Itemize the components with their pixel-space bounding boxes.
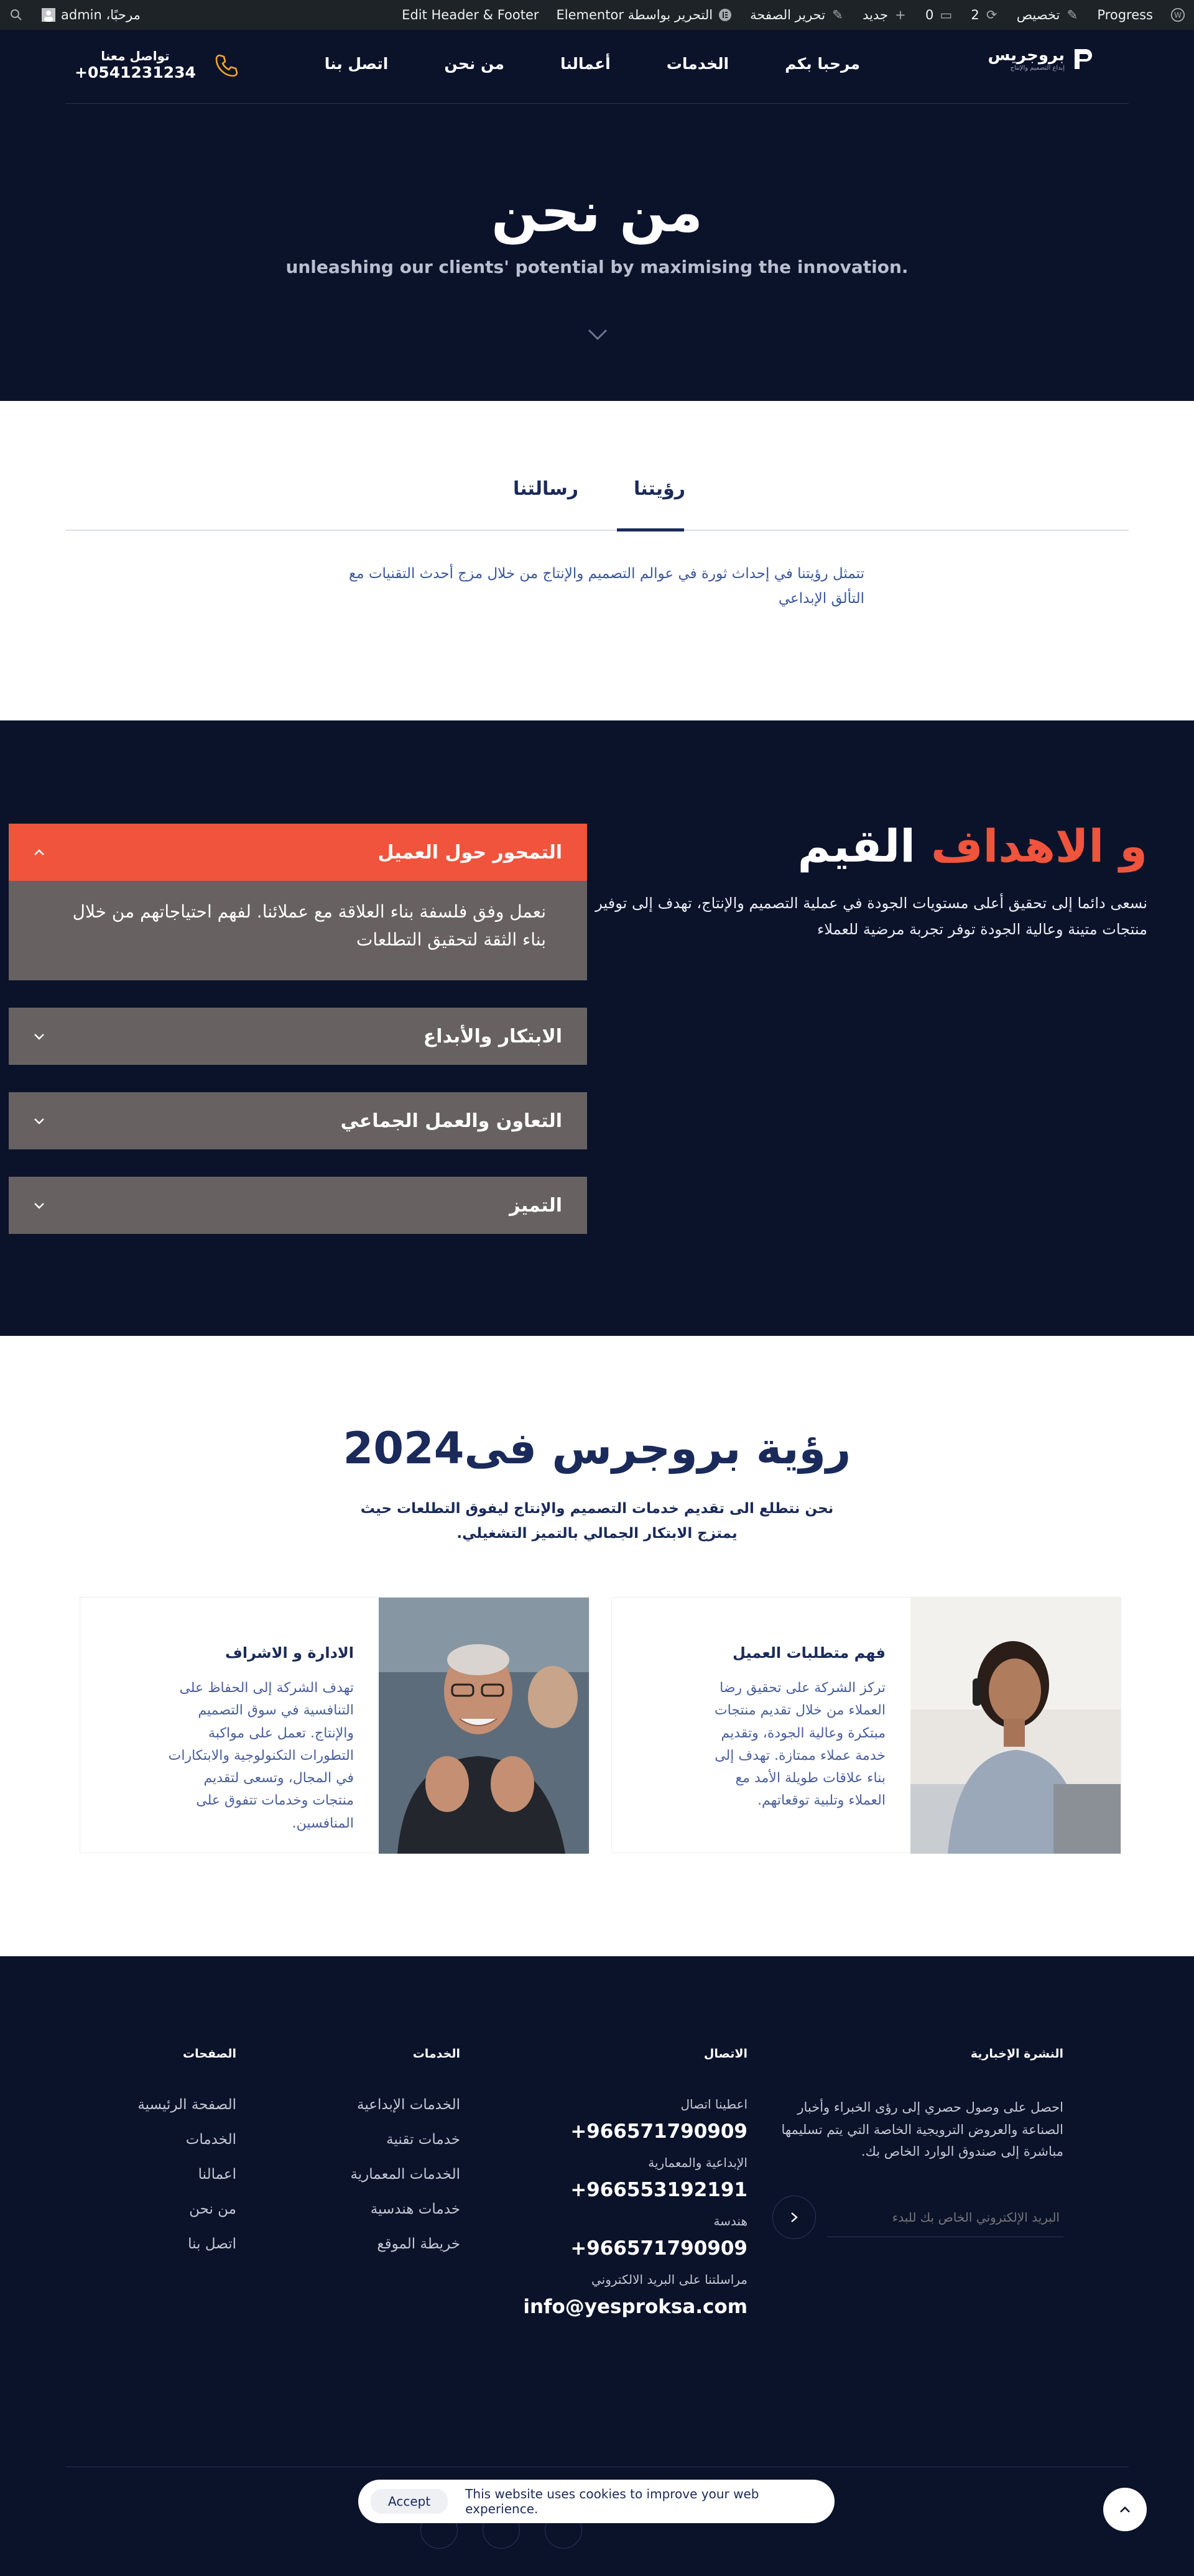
wordpress-icon [1170,7,1185,22]
adminbar-new[interactable] [854,0,917,30]
contact-email[interactable]: info@yesproksa.com [523,2296,747,2318]
adminbar-site[interactable] [1088,0,1162,30]
cookie-banner [358,2480,835,2523]
site-header [0,30,1194,104]
nav-item-contact[interactable]: اتصل بنا [324,55,389,73]
wp-admin-bar [0,0,1194,30]
adminbar-header-footer[interactable] [393,0,547,30]
plus-icon: + [895,7,906,22]
tabs-divider [65,530,1129,531]
call-number: +0541231234 [75,63,196,81]
accordion-item-teamwork[interactable] [9,1092,587,1149]
page-title: من نحن [491,180,703,244]
values-description: نسعى دائما إلى تحقيق أعلى مستويات الجودة في عملية التصميم والإنتاج، تهدف إلى توفير منتجات متينة وعالية الجودة توفر تجربة مرضية للعملاء [595,895,1147,938]
contact-phone[interactable]: +966571790909 [570,2120,747,2143]
tab-active-indicator [617,528,684,531]
contact-label: اعطينا اتصال [680,2097,747,2112]
accordion-label: التمحور حول العميل [377,841,562,863]
nav-item-about[interactable]: من نحن [444,55,504,73]
logo-tagline: إبداع التصميم والإنتاج [1010,65,1065,71]
values-title [798,820,1147,872]
footer-link[interactable]: من نحن [189,2201,236,2217]
man-applauding-photo [379,1598,589,1854]
footer-heading: الخدمات [412,2047,460,2061]
logo-name: بروجريس [988,46,1065,65]
newsletter-submit-button[interactable] [772,2196,816,2239]
newsletter-text: احصل على وصول حصري إلى رؤى الخبراء وأخبار الصناعة والعروض الترويجية الخاصة التي يتم تسليمها مباشرة إلى صندوق الوارد الخاص بك. [781,2100,1063,2160]
tab-mission[interactable]: رسالتنا [512,478,578,500]
nav-item-services[interactable]: الخدمات [666,55,729,73]
contact-label: مراسلتنا على البريد الالكتروني [591,2272,747,2287]
adminbar-edit-page[interactable] [741,0,854,30]
chevron-down-icon[interactable] [587,328,608,341]
footer-link[interactable]: اتصل بنا [188,2236,236,2252]
adminbar-new-label: جديد [863,7,888,22]
footer-link[interactable]: الصفحة الرئيسية [137,2097,236,2113]
tab-vision[interactable]: رؤيتنا [634,478,685,500]
adminbar-updates-count: 2 [971,7,979,22]
nav-item-welcome[interactable]: مرحبا بكم [785,55,860,73]
adminbar-customize-label: تخصيص [1016,7,1060,22]
footer-link[interactable]: الخدمات [185,2132,236,2148]
footer-link[interactable]: خريطة الموقع [377,2236,460,2252]
chevron-up-icon [34,849,45,856]
site-logo[interactable] [988,46,1094,71]
accordion-label: الابتكار والأبداع [423,1025,562,1047]
adminbar-account[interactable] [32,0,149,30]
vision-2024-title: رؤية بروجرس فى2024 [343,1423,851,1474]
footer-link[interactable]: خدمات تقنية [386,2132,460,2148]
adminbar-hf-label: Edit Header & Footer [402,7,539,22]
contact-label: هندسة [713,2214,747,2229]
footer-services [350,2047,460,2271]
chevron-down-icon [34,1202,45,1209]
values-section [0,720,1194,1336]
footer-link[interactable]: الخدمات المعمارية [350,2166,460,2183]
adminbar-elementor[interactable] [548,0,742,30]
footer-pages [137,2047,236,2271]
accordion-item-excellence[interactable] [9,1177,587,1234]
card-title: الادارة و الاشراف [225,1644,354,1662]
card-customer-needs [611,1597,1121,1853]
card-text: تركز الشركة على تحقيق رضا العملاء من خلال تقديم منتجات مبتكرة وعالية الجودة، وتقديم خدمة عملاء ممتازة. تهدف إلى بناء علاقات طويلة الأمد مع العملاء وتلبية توقعاتهم. [714,1680,886,1809]
contact-phone[interactable]: +966553192191 [570,2179,747,2201]
logo-mark-icon [1072,47,1094,71]
footer-link[interactable]: الخدمات الإبداعية [357,2097,460,2113]
card-title: فهم متطلبات العميل [733,1644,886,1662]
elementor-icon [718,7,733,22]
values-title-main: القيم [797,820,915,872]
header-call[interactable] [75,48,239,81]
contact-phone[interactable]: +966571790909 [570,2237,747,2260]
adminbar-elementor-label: التحرير بواسطة Elementor [556,7,713,22]
adminbar-comments[interactable] [917,0,962,30]
refresh-icon: ⟳ [986,7,997,22]
adminbar-customize[interactable] [1008,0,1089,30]
values-title-accent: و الاهداف [931,820,1147,872]
accordion-body: نعمل وفق فلسفة بناء العلاقة مع عملائنا. لفهم احتياجاتهم من خلال بناء الثقة لتحقيق التطلعات [9,881,587,980]
contact-label: الإبداعية والمعمارية [648,2155,747,2170]
nav-item-works[interactable]: أعمالنا [560,55,611,73]
adminbar-site-label: Progress [1097,7,1153,22]
wp-logo[interactable] [1162,0,1194,30]
footer-heading: الصفحات [183,2047,236,2061]
accordion-label: التعاون والعمل الجماعي [340,1110,562,1132]
footer-heading: الاتصال [703,2047,747,2061]
call-label: تواصل معنا [101,48,170,63]
chevron-up-icon [1119,2506,1131,2513]
pencil-icon: ✎ [832,7,843,22]
search-icon [9,7,24,22]
chevron-right-icon [790,2211,798,2224]
accordion-label: التميز [509,1194,562,1217]
vision-2024-section [0,1336,1194,1956]
adminbar-updates[interactable] [962,0,1007,30]
main-nav [325,55,860,73]
footer-newsletter [771,2047,1063,2239]
avatar [41,7,56,22]
chevron-down-icon [34,1117,45,1125]
newsletter-form [771,2196,1063,2239]
cookie-accept-button[interactable]: Accept [371,2489,448,2514]
footer-link[interactable]: اعمالنا [198,2166,236,2183]
phone-icon [215,53,239,78]
newsletter-email-input[interactable] [827,2197,1063,2237]
chevron-down-icon [34,1033,45,1040]
adminbar-edit-page-label: تحرير الصفحة [750,7,826,22]
vision-2024-lead: نحن نتطلع الى تقديم خدمات التصميم والإنتاج ليفوق التطلعات حيث يمتزج الابتكار الجمالي بالتميز التشغيلي. [360,1501,834,1542]
footer-heading: النشرة الإخبارية [970,2047,1063,2061]
adminbar-search[interactable] [0,0,32,30]
vision-tabs-section [0,401,1194,720]
cookie-text: This website uses cookies to improve your web experience. [465,2486,759,2516]
footer-link[interactable]: خدمات هندسية [370,2201,460,2217]
adminbar-greeting: مرحبًا، admin [61,7,141,22]
comment-icon: ▭ [940,7,953,22]
tab-content-text: تتمثل رؤيتنا في إحداث ثورة في عوالم التصميم والإنتاج من خلال مزج أحدث التقنيات مع التألق الإبداعي [348,566,864,607]
card-management [80,1597,590,1853]
accordion-item-innovation[interactable] [9,1008,587,1065]
svg-text:W: W [1174,11,1182,20]
brush-icon: ✎ [1067,7,1078,22]
adminbar-comments-count: 0 [925,7,934,22]
accordion-item-customer[interactable] [9,824,587,881]
hero-subtitle: unleashing our clients' potential by maximising the innovation. [285,257,909,277]
card-text: تهدف الشركة إلى الحفاظ على التنافسية في سوق التصميم والإنتاج. تعمل على مواكبة التطورات التكنولوجية والابتكارات في المجال، وتسعى لتقديم منتجات وخدمات تتفوق على المنافسين. [168,1680,354,1831]
footer-contact [523,2047,747,2318]
back-to-top-button[interactable] [1103,2488,1147,2531]
woman-phone-photo [910,1598,1121,1854]
header-divider [65,103,1129,104]
